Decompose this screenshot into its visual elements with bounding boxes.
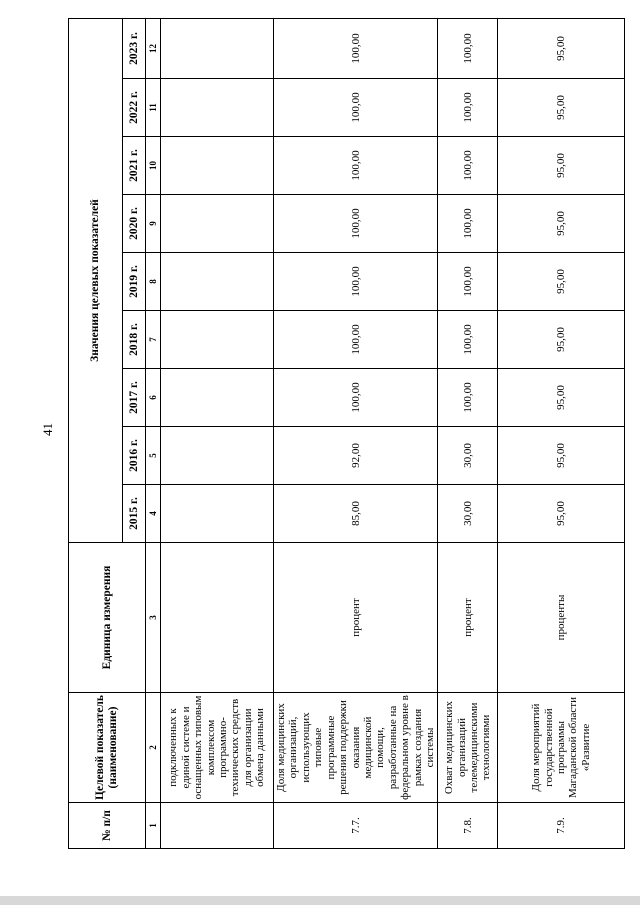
value-cell <box>161 79 274 137</box>
value-cell: 100,00 <box>274 137 438 195</box>
value-cell <box>161 311 274 369</box>
row-number: 7.8. <box>438 803 498 849</box>
table-row <box>274 19 438 849</box>
row-number <box>161 803 274 849</box>
header-indicator: Целевой показатель (наименование) <box>69 693 146 803</box>
row-number: 7.7. <box>274 803 438 849</box>
header-year: 2015 г. <box>123 485 146 543</box>
header-year: 2017 г. <box>123 369 146 427</box>
header-year: 2021 г. <box>123 137 146 195</box>
column-number: 11 <box>146 79 161 137</box>
value-cell <box>161 253 274 311</box>
header-unit: Единица измерения <box>69 543 146 693</box>
value-cell <box>161 195 274 253</box>
table-row <box>161 19 274 849</box>
target-indicators-table <box>68 18 625 849</box>
header-number: № п/п <box>69 803 146 849</box>
value-cell: 95,00 <box>498 195 625 253</box>
value-cell: 30,00 <box>438 427 498 485</box>
row-number: 7.9. <box>498 803 625 849</box>
value-cell: 95,00 <box>498 19 625 79</box>
value-cell: 92,00 <box>274 427 438 485</box>
value-cell: 95,00 <box>498 311 625 369</box>
column-number: 9 <box>146 195 161 253</box>
value-cell: 100,00 <box>274 195 438 253</box>
value-cell: 85,00 <box>274 485 438 543</box>
column-number: 5 <box>146 427 161 485</box>
unit-cell: проценты <box>498 543 625 693</box>
header-year: 2020 г. <box>123 195 146 253</box>
unit-cell <box>161 543 274 693</box>
header-year: 2023 г. <box>123 19 146 79</box>
column-number: 10 <box>146 137 161 195</box>
indicator-name: Доля медицинских организаций, использующих типовые программные решения поддержки оказания медицинской помощи, разработанные на федеральном уровне в рамках создания системы <box>274 693 438 803</box>
value-cell <box>161 485 274 543</box>
unit-cell: процент <box>274 543 438 693</box>
value-cell: 100,00 <box>274 19 438 79</box>
page-number: 41 <box>40 423 55 436</box>
column-number: 3 <box>146 543 161 693</box>
value-cell: 100,00 <box>438 19 498 79</box>
indicator-name: Охват медицинских организаций телемедицинскими технологиями <box>438 693 498 803</box>
value-cell: 100,00 <box>438 195 498 253</box>
value-cell: 100,00 <box>438 79 498 137</box>
value-cell: 95,00 <box>498 253 625 311</box>
header-year: 2022 г. <box>123 79 146 137</box>
column-number: 6 <box>146 369 161 427</box>
value-cell: 100,00 <box>438 137 498 195</box>
value-cell <box>161 19 274 79</box>
value-cell: 95,00 <box>498 137 625 195</box>
indicator-name: подключенных к единой системе и оснащенных типовым комплексом программно-технических средств для организации обмена данными <box>161 693 274 803</box>
value-cell: 100,00 <box>438 311 498 369</box>
indicator-name: Доля мероприятий государственной программы Магаданской области «Развитие <box>498 693 625 803</box>
value-cell: 100,00 <box>438 369 498 427</box>
table-row <box>438 19 498 849</box>
value-cell <box>161 137 274 195</box>
header-year: 2019 г. <box>123 253 146 311</box>
header-values-group: Значения целевых показателей <box>69 19 123 543</box>
unit-cell: процент <box>438 543 498 693</box>
value-cell: 95,00 <box>498 427 625 485</box>
value-cell: 95,00 <box>498 485 625 543</box>
column-number: 7 <box>146 311 161 369</box>
column-number: 1 <box>146 803 161 849</box>
value-cell: 100,00 <box>438 253 498 311</box>
column-number: 2 <box>146 693 161 803</box>
header-year: 2018 г. <box>123 311 146 369</box>
page-bottom-edge <box>0 896 640 905</box>
value-cell: 100,00 <box>274 79 438 137</box>
value-cell: 30,00 <box>438 485 498 543</box>
value-cell: 100,00 <box>274 369 438 427</box>
value-cell <box>161 369 274 427</box>
column-number: 8 <box>146 253 161 311</box>
column-number: 4 <box>146 485 161 543</box>
value-cell: 95,00 <box>498 369 625 427</box>
rotated-table-container <box>68 19 625 849</box>
value-cell: 95,00 <box>498 79 625 137</box>
header-year: 2016 г. <box>123 427 146 485</box>
value-cell <box>161 427 274 485</box>
value-cell: 100,00 <box>274 311 438 369</box>
table-row <box>498 19 625 849</box>
column-number: 12 <box>146 19 161 79</box>
value-cell: 100,00 <box>274 253 438 311</box>
